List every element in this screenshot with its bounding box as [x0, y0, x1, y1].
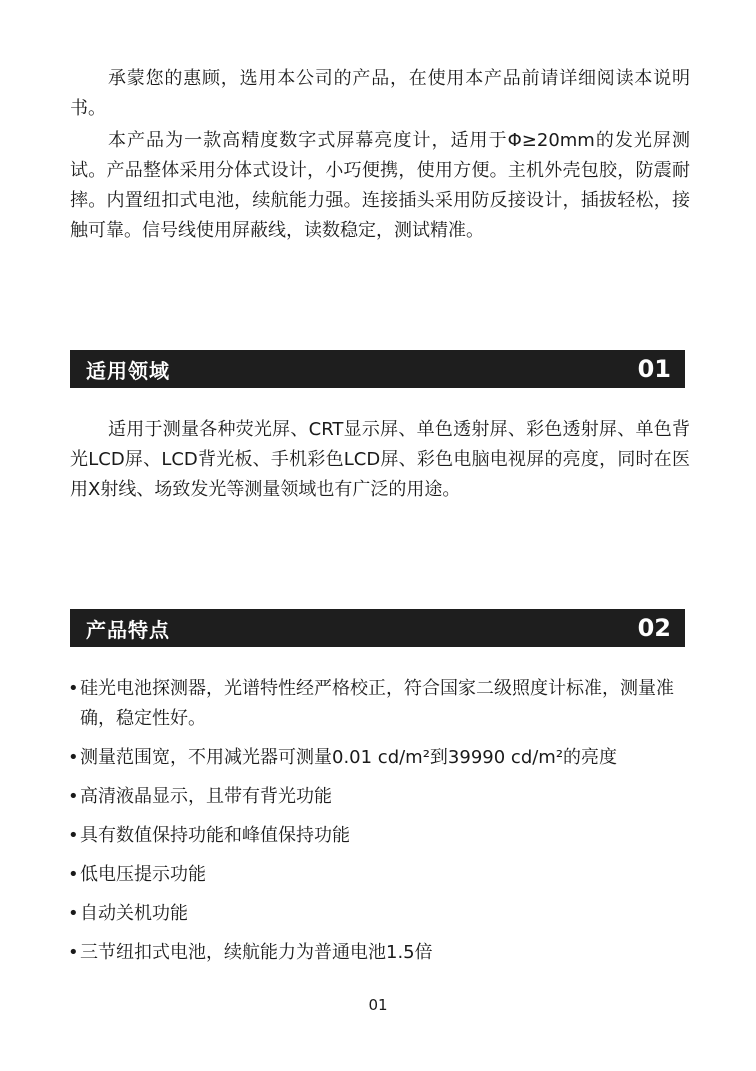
feature-item: • 高清液晶显示，且带有背光功能	[68, 782, 693, 812]
page-number: 01	[368, 996, 388, 1014]
section-number: 02	[637, 614, 671, 642]
section-header-features	[70, 609, 685, 647]
feature-item: • 低电压提示功能	[68, 860, 693, 890]
intro-paragraph-2: 本产品为一款高精度数字式屏幕亮度计，适用于Φ≥20mm的发光屏测试。产品整体采用分体式设计，小巧便携，使用方便。主机外壳包胶，防震耐摔。内置纽扣式电池，续航能力强。连接插头采用防反接设计，插拔轻松，接触可靠。信号线使用屏蔽线，读数稳定，测试精准。	[70, 130, 690, 241]
feature-item: • 测量范围宽，不用减光器可测量0.01 cd/m²到39990 cd/m²的亮度	[68, 743, 693, 773]
feature-list	[68, 674, 693, 977]
section-number: 01	[637, 355, 671, 383]
section-header-applications	[70, 350, 685, 388]
section-title: 适用领域	[86, 358, 170, 383]
feature-item: • 硅光电池探测器，光谱特性经严格校正，符合国家二级照度计标准，测量准确，稳定性好。	[68, 674, 693, 734]
section-title: 产品特点	[86, 617, 170, 642]
feature-item: • 三节纽扣式电池，续航能力为普通电池1.5倍	[68, 938, 693, 968]
feature-item: • 具有数值保持功能和峰值保持功能	[68, 821, 693, 851]
feature-item: • 自动关机功能	[68, 899, 693, 929]
applications-paragraph: 适用于测量各种荧光屏、CRT显示屏、单色透射屏、彩色透射屏、单色背光LCD屏、LCD背光板、手机彩色LCD屏、彩色电脑电视屏的亮度，同时在医用X射线、场致发光等测量领域也有广泛的用途。	[70, 419, 690, 500]
intro-paragraph-1: 承蒙您的惠顾，选用本公司的产品，在使用本产品前请详细阅读本说明书。	[70, 68, 690, 119]
